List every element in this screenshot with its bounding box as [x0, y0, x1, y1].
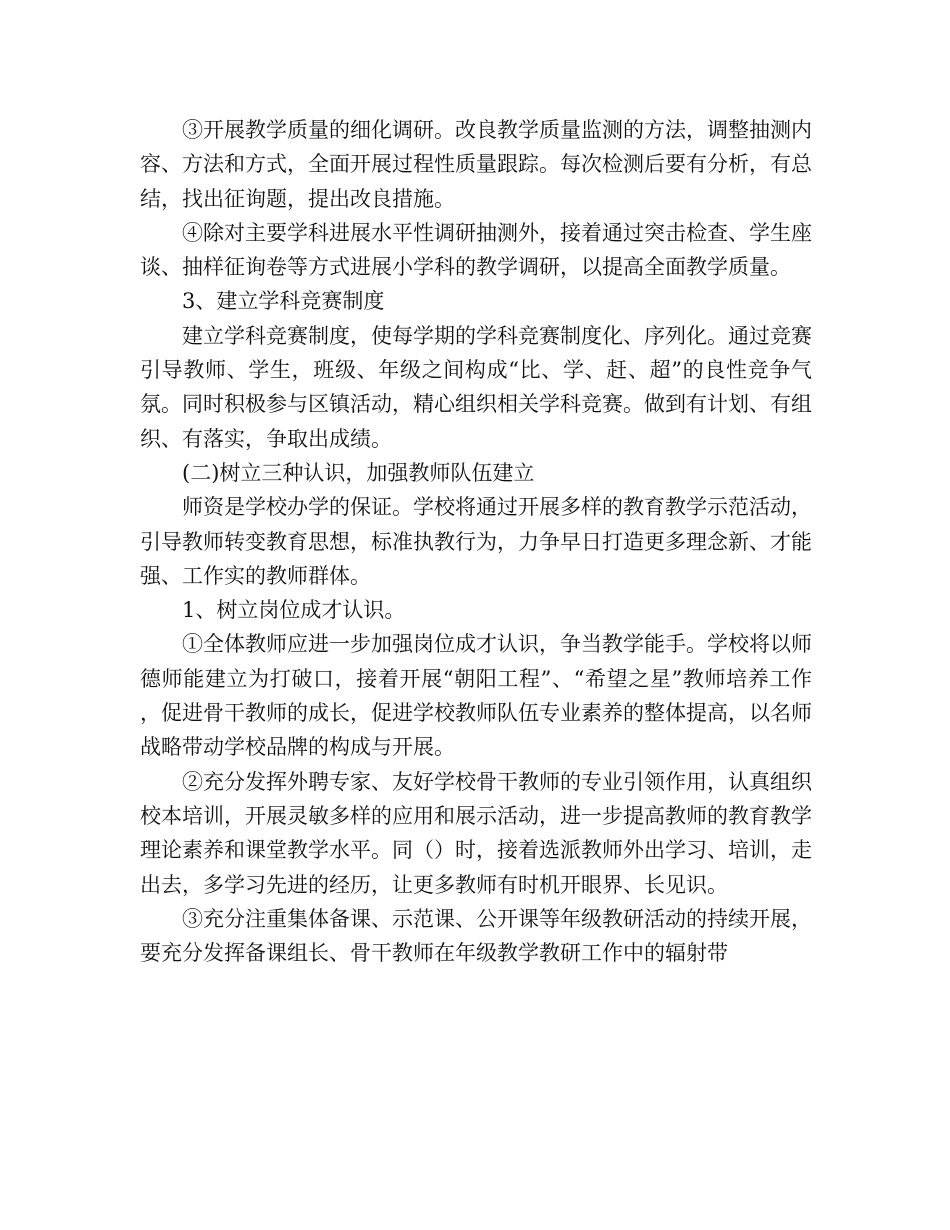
heading-teacher-team: (二)树立三种认识，加强教师队伍建立 — [182, 460, 535, 485]
paragraph-post-growth: ①全体教师应进一步加强岗位成才认识，争当教学能手。学校将以师德师能建立为打破口，接着开展“朝阳工程”、“希望之星”教师培养工作，促进骨干教师的成长，促进学校教师队伍专业素养的整体提高，以名师战略带动学校品牌的构成与开展。 — [140, 632, 812, 760]
paragraph-subject-competition: 建立学科竞赛制度，使每学期的学科竞赛制度化、序列化。通过竞赛引导教师、学生，班级、年级之间构成“比、学、赶、超”的良性竞争气氛。同时积极参与区镇活动，精心组织相关学科竞赛。做到有计划、有组织、有落实，争取出成绩。 — [140, 323, 812, 451]
paragraph-teacher-guarantee: 师资是学校办学的保证。学校将通过开展多样的教育教学示范活动，引导教师转变教育思想，标准执教行为，力争早日打造更多理念新、才能强、工作实的教师群体。 — [140, 495, 812, 588]
paragraph-teaching-quality-research: ③开展教学质量的细化调研。改良教学质量监测的方法，调整抽测内容、方法和方式，全面开展过程性质量跟踪。每次检测后要有分析，有总结，找出征询题，提出改良措施。 — [140, 118, 812, 211]
paragraph-expert-guidance: ②充分发挥外聘专家、友好学校骨干教师的专业引领作用，认真组织校本培训，开展灵敏多样的应用和展示活动，进一步提高教师的教育教学理论素养和课堂教学水平。同（）时，接着选派教师外出学习、培训，走出去，多学习先进的经历，让更多教师有时机开眼界、长见识。 — [140, 769, 812, 897]
paragraph-collective-lesson-prep: ③充分注重集体备课、示范课、公开课等年级教研活动的持续开展，要充分发挥备课组长、骨干教师在年级教学教研工作中的辐射带 — [140, 906, 812, 966]
paragraph-minor-subject-research: ④除对主要学科进展水平性调研抽测外，接着通过突击检查、学生座谈、抽样征询卷等方式进展小学科的教学调研，以提高全面教学质量。 — [140, 220, 812, 280]
document-body — [140, 113, 812, 970]
heading-subject-competition: 3、建立学科竞赛制度 — [182, 289, 385, 314]
heading-post-growth: 1、树立岗位成才认识。 — [182, 598, 406, 623]
